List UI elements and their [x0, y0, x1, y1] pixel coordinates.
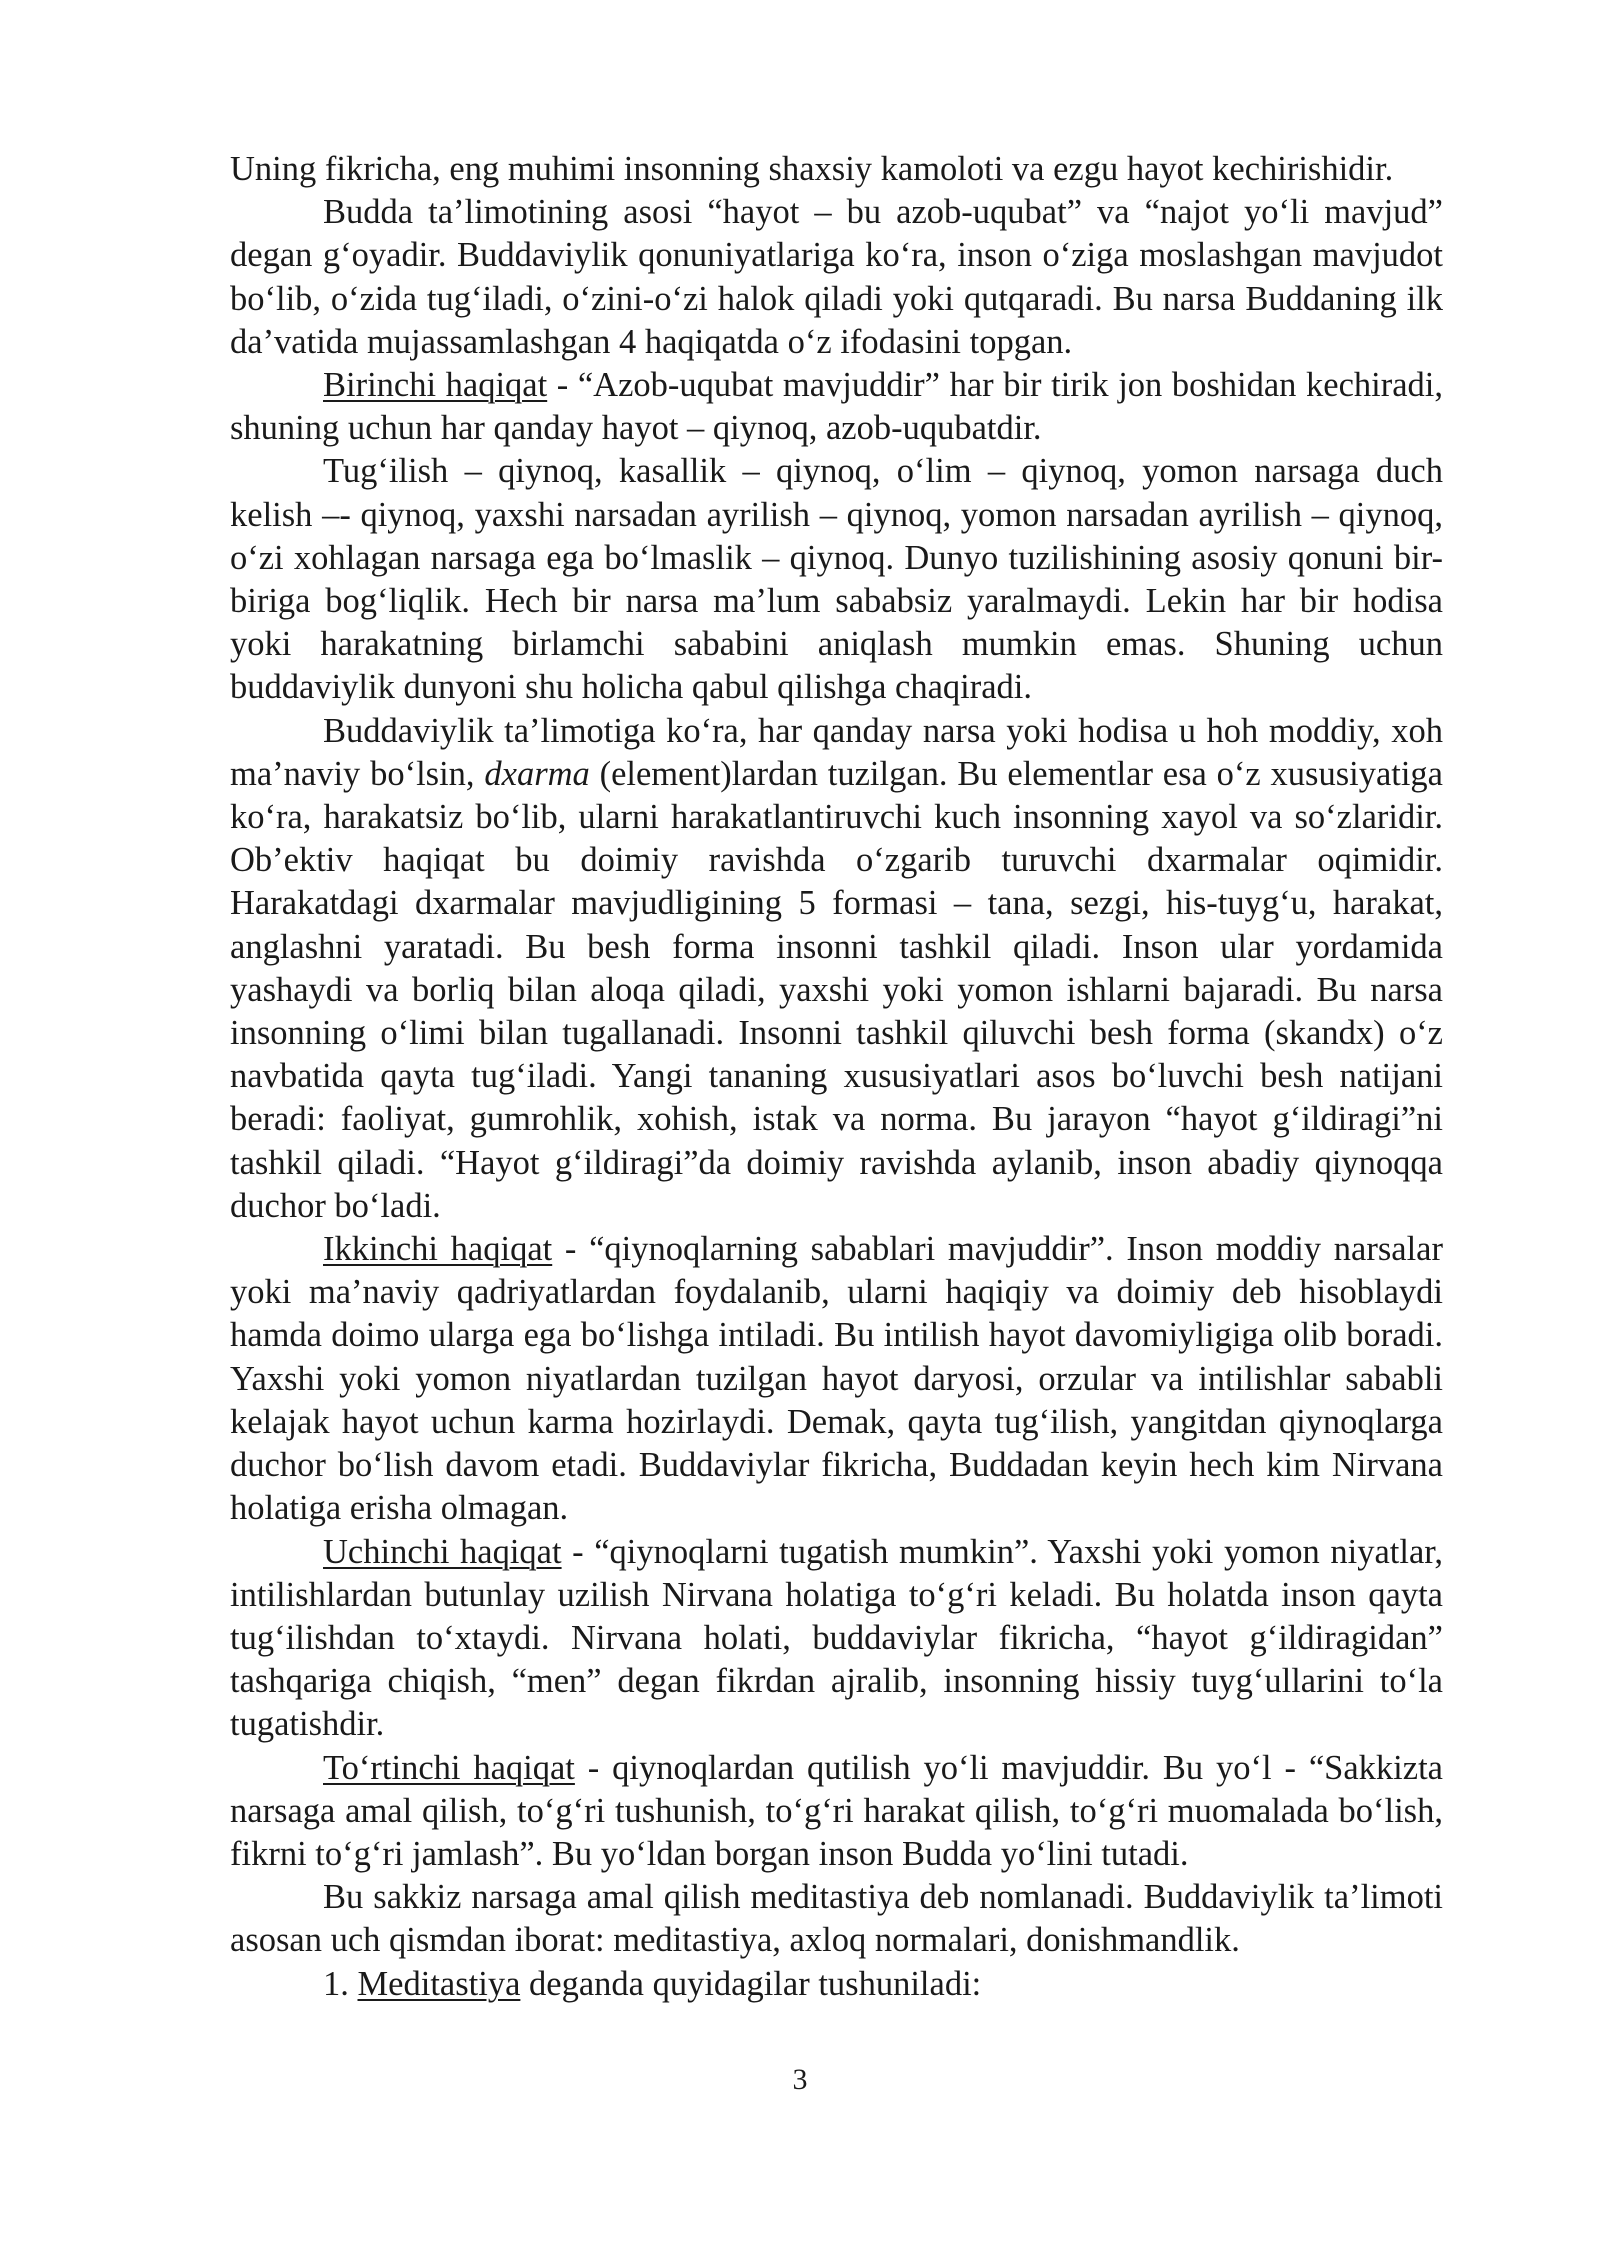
- paragraph-fourth-truth: [230, 1747, 1443, 1877]
- paragraph-text: Budda ta’limotining asosi “hayot – bu azob-uqubat” va “najot yo‘li mavjud” degan g‘oyadir. Buddaviylik qonuniyatlariga ko‘ra, inson o‘ziga moslashgan mavjudot bo‘lib, o‘zida tug‘iladi, o‘zini-o‘zi halok qiladi yoki qutqaradi. Bu narsa Buddaning ilk da’vatida mujassamlashgan 4 haqiqatda o‘z ifodasini topgan.: [230, 193, 1443, 361]
- paragraph-text: - “Azob-uqubat mavjuddir” har bir tirik jon boshidan kechiradi, shuning uchun har qanday hayot – qiynoq, azob-uqubatdir.: [230, 366, 1443, 448]
- second-truth-term: Ikkinchi haqiqat: [323, 1230, 553, 1269]
- paragraph-meditation-intro: [230, 1876, 1443, 1962]
- paragraph-text: - “qiynoqlarning sabablari mavjuddir”. Inson moddiy narsalar yoki ma’naviy qadriyatlardan foydalanib, ularni haqiqiy va doimiy deb hisoblaydi hamda doimo ularga ega bo‘lishga intiladi. Bu intilish hayot davomiyligiga olib boradi. Yaxshi yoki yomon niyatlardan tuzilgan hayot daryosi, orzular va intilishlar sababli kelajak hayot uchun karma hozirlaydi. Demak, qayta tug‘ilish, yangitdan qiynoqlarga duchor bo‘lish davom etadi. Buddaviylar fikricha, Buddadan keyin hech kim Nirvana holatiga erisha olmagan.: [230, 1230, 1443, 1528]
- paragraph-text: - “qiynoqlarni tugatish mumkin”. Yaxshi yoki yomon niyatlar, intilishlardan butunlay uzilish Nirvana holatiga to‘g‘ri keladi. Bu holatda inson qayta tug‘ilishdan to‘xtaydi. Nirvana holati, buddaviylar fikricha, “hayot g‘ildiragidan” tashqariga chiqish, “men” degan fikrdan ajralib, insonning hissiy tuyg‘ullarini to‘la tugatishdir.: [230, 1532, 1443, 1744]
- paragraph-dharma: [230, 710, 1443, 1228]
- paragraph-second-truth: [230, 1228, 1443, 1530]
- fourth-truth-term: To‘rtinchi haqiqat: [323, 1748, 575, 1787]
- paragraph-text: Uning fikricha, eng muhimi insonning shaxsiy kamoloti va ezgu hayot kechirishidir.: [230, 150, 1394, 188]
- paragraph-first-truth: [230, 364, 1443, 450]
- paragraph-meditation-item: [230, 1963, 1443, 2006]
- paragraph-suffering-list: [230, 450, 1443, 709]
- first-truth-term: Birinchi haqiqat: [323, 366, 548, 405]
- list-number: 1.: [323, 1964, 358, 2003]
- paragraph-text: Buddaviylik ta’limotiga ko‘ra, har qanday narsa yoki hodisa u hoh moddiy, xoh ma’naviy bo‘lsin,: [230, 711, 1443, 793]
- dharma-term: dxarma: [484, 754, 590, 793]
- meditation-term: Meditastiya: [357, 1964, 521, 2003]
- paragraph-text: (element)lardan tuzilgan. Bu elementlar esa o‘z xususiyatiga ko‘ra, harakatsiz bo‘lib, ularni harakatlantiruvchi kuch insonning xayol va so‘zlaridir. Ob’ektiv haqiqat bu doimiy ravishda o‘zgarib turuvchi dxarmalar oqimidir. Harakatdagi dxarmalar mavjudligining 5 formasi – tana, sezgi, his-tuyg‘u, harakat, anglashni yaratadi. Bu besh forma insonni tashkil qiladi. Inson ular yordamida yashaydi va borliq bilan aloqa qiladi, yaxshi yoki yomon ishlarni bajaradi. Bu narsa insonning o‘limi bilan tugallanadi. Insonni tashkil qiluvchi besh forma (skandx) o‘z navbatida qayta tug‘iladi. Yangi tananing xususiyatlari asos bo‘luvchi besh natijani beradi: faoliyat, gumrohlik, xohish, istak va norma. Bu jarayon “hayot g‘ildiragi”ni tashkil qiladi. “Hayot g‘ildiragi”da doimiy ravishda aylanib, inson abadiy qiynoqqa duchor bo‘ladi.: [230, 754, 1443, 1225]
- paragraph-budda-teaching: [230, 191, 1443, 364]
- document-page: [230, 148, 1443, 2006]
- paragraph-text: - qiynoqlardan qutilish yo‘li mavjuddir. Bu yo‘l - “Sakkizta narsaga amal qilish, to‘g‘ri tushunish, to‘g‘ri harakat qilish, to‘g‘ri muomalada bo‘lish, fikrni to‘g‘ri jamlash”. Bu yo‘ldan borgan inson Budda yo‘lini tutadi.: [230, 1748, 1443, 1873]
- paragraph-text: deganda quyidagilar tushuniladi:: [520, 1964, 982, 2003]
- paragraph-text: Tug‘ilish – qiynoq, kasallik – qiynoq, o‘lim – qiynoq, yomon narsaga duch kelish –- qiynoq, yaxshi narsadan ayrilish – qiynoq, yomon narsadan ayrilish – qiynoq, o‘zi xohlagan narsaga ega bo‘lmaslik – qiynoq. Dunyo tuzilishining asosiy qonuni bir-biriga bog‘liqlik. Hech bir narsa ma’lum sababsiz yaralmaydi. Lekin har bir hodisa yoki harakatning birlamchi sababini aniqlash mumkin emas. Shuning uchun buddaviylik dunyoni shu holicha qabul qilishga chaqiradi.: [230, 452, 1443, 707]
- third-truth-term: Uchinchi haqiqat: [323, 1532, 562, 1571]
- paragraph-third-truth: [230, 1531, 1443, 1747]
- page-number: 3: [792, 2063, 808, 2096]
- paragraph-intro: [230, 148, 1443, 191]
- paragraph-text: Bu sakkiz narsaga amal qilish meditastiya deb nomlanadi. Buddaviylik ta’limoti asosan uch qismdan iborat: meditastiya, axloq normalari, donishmandlik.: [230, 1878, 1443, 1960]
